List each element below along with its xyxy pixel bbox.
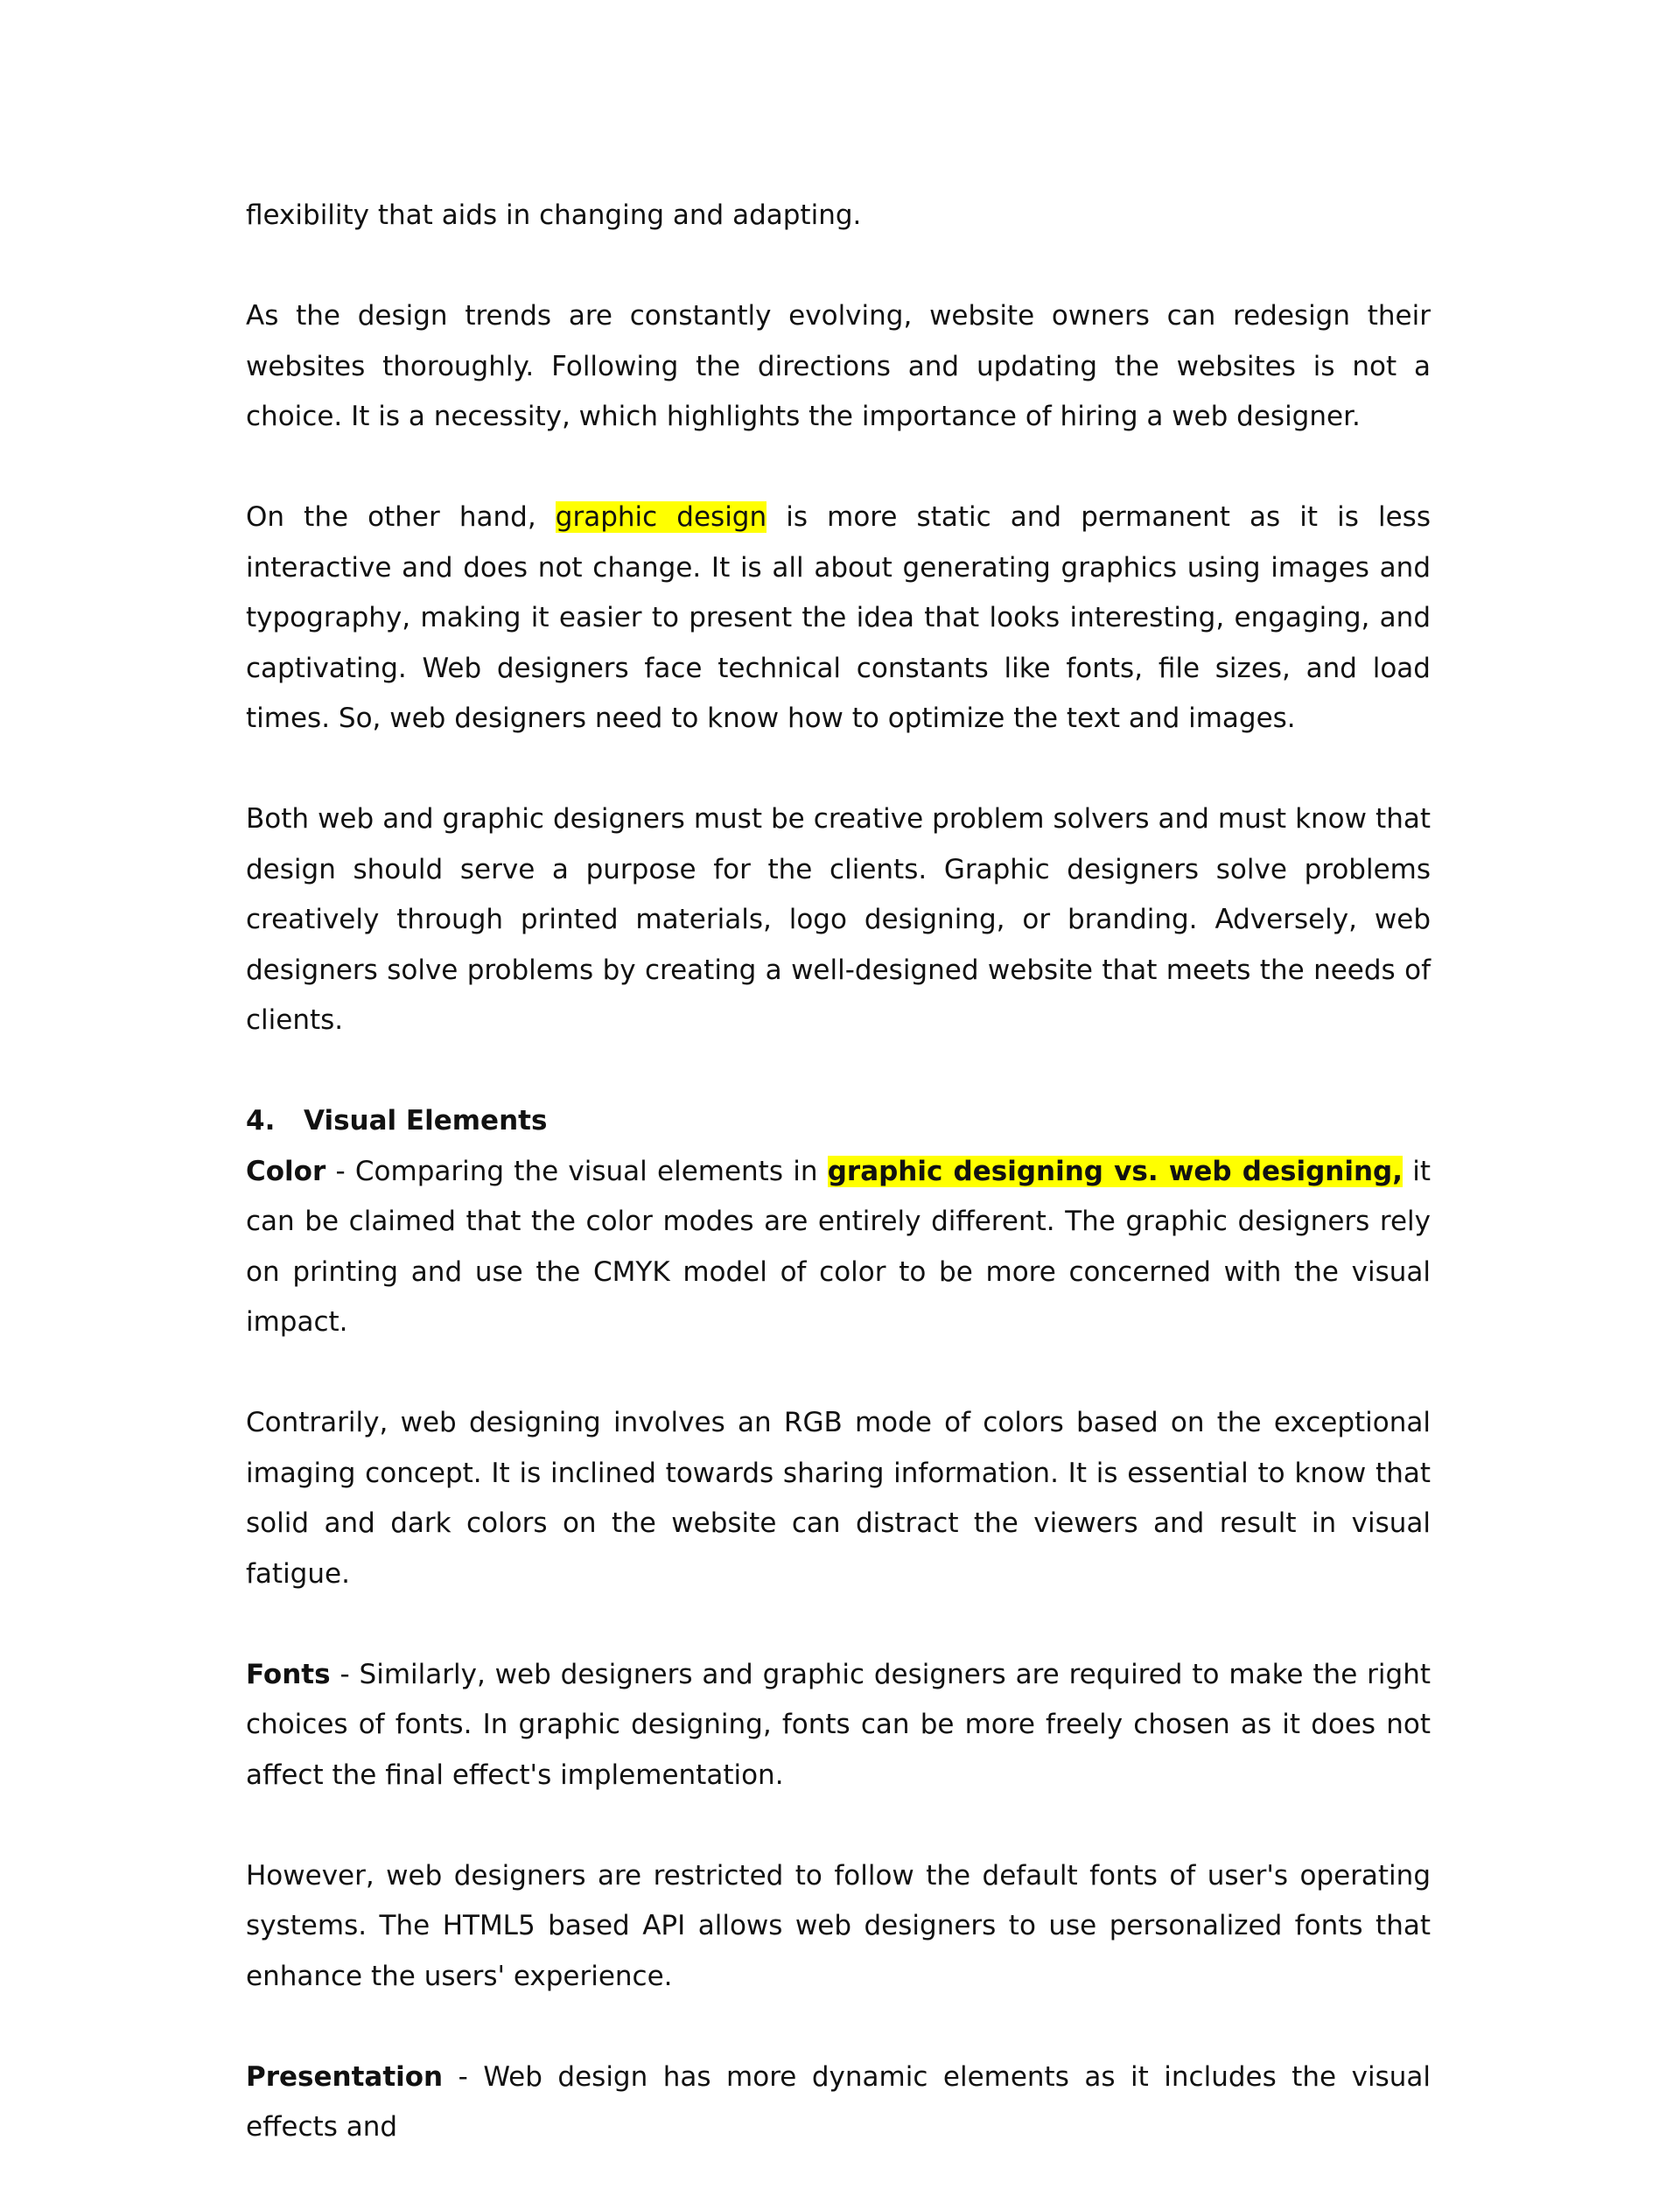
- paragraph-graphic-design: [246, 493, 1431, 745]
- highlighted-phrase: graphic design: [555, 501, 767, 533]
- term-label: Color: [246, 1155, 326, 1187]
- paragraph-text: flexibility that aids in changing and adapting.: [246, 199, 862, 231]
- section-heading: [246, 1096, 1431, 1147]
- section-title: Visual Elements: [304, 1105, 548, 1136]
- paragraph-color: [246, 1147, 1431, 1348]
- paragraph-fonts: [246, 1650, 1431, 1801]
- term-label: Presentation: [246, 2060, 444, 2093]
- paragraph-presentation: [246, 2053, 1431, 2153]
- paragraph-text: Both web and graphic designers must be creative problem solvers and must know that design should serve a purpose for the clients. Graphic designers solve problems creatively through printed materials, logo designing, or branding. Adversely, web designers solve problems by creating a well-designed website that meets the needs of clients.: [246, 803, 1431, 1036]
- paragraph-text: - Comparing the visual elements in: [326, 1155, 828, 1187]
- paragraph-text: is more static and permanent as it is less interactive and does not change. It is all about generating graphics using images and typography, making it easier to present the idea that looks interesting, engaging, and captivating. Web designers face technical constants like fonts, file sizes, and load times. So, web designers need to know how to optimize the text and images.: [246, 501, 1431, 734]
- paragraph-flexibility: [246, 191, 1431, 241]
- paragraph-text: - Similarly, web designers and graphic designers are required to make the right choices of fonts. In graphic designing, fonts can be more freely chosen as it does not affect the final effect's implementation.: [246, 1658, 1431, 1791]
- document-page: [246, 191, 1431, 2203]
- paragraph-text: As the design trends are constantly evolving, website owners can redesign their websites thoroughly. Following the directions and updating the websites is not a choice. It is a necessity, which highlights the importance of hiring a web designer.: [246, 300, 1431, 432]
- section-number: 4.: [246, 1105, 276, 1136]
- paragraph-text: - Web design has more dynamic elements as it includes the visual effects and: [246, 2060, 1431, 2143]
- paragraph-default-fonts: [246, 1851, 1431, 2003]
- paragraph-text: On the other hand,: [246, 501, 556, 533]
- paragraph-text: However, web designers are restricted to follow the default fonts of user's operating systems. The HTML5 based API allows web designers to use personalized fonts that enhance the users' experience.: [246, 1859, 1431, 1992]
- paragraph-rgb: [246, 1398, 1431, 1599]
- paragraph-design-trends: [246, 291, 1431, 443]
- paragraph-text: Contrarily, web designing involves an RGB mode of colors based on the exceptional imaging concept. It is inclined towards sharing information. It is essential to know that solid and dark colors on the website can distract the viewers and result in visual fatigue.: [246, 1407, 1431, 1590]
- highlighted-phrase: graphic designing vs. web designing,: [827, 1155, 1403, 1187]
- paragraph-problem-solvers: [246, 794, 1431, 1046]
- term-label: Fonts: [246, 1658, 331, 1690]
- paragraph-text: it can be claimed that the color modes are entirely different. The graphic designers rely on printing and use the CMYK model of color to be more concerned with the visual impact.: [246, 1155, 1431, 1338]
